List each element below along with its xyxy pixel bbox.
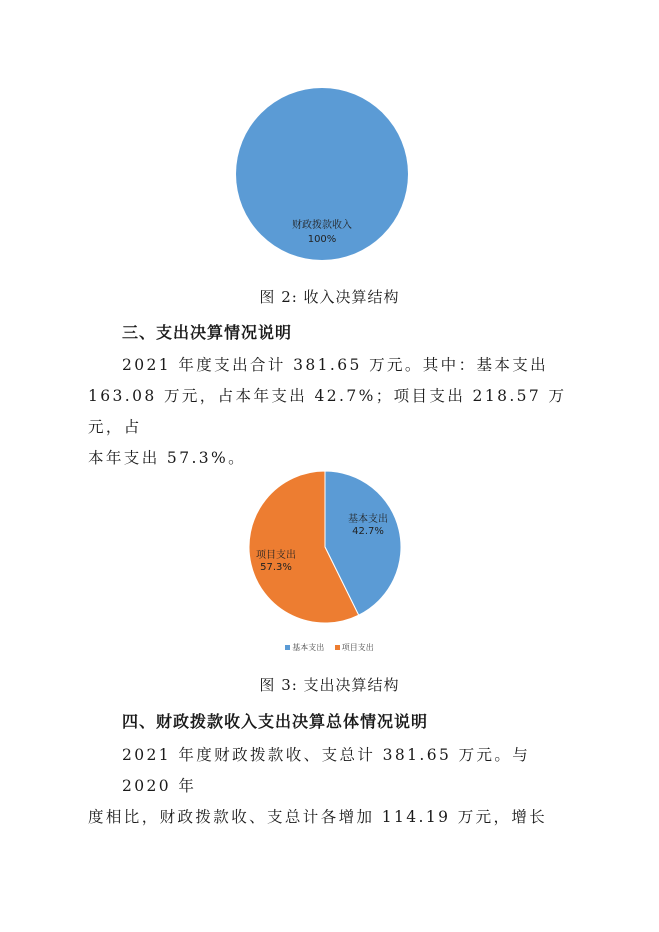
income-pie-chart [230,80,420,270]
pie-slice-label: 财政拨款收入 [292,220,352,231]
chart-legend [0,642,659,653]
pie-slice-percent: 100% [307,234,337,245]
pie-slice-label: 项目支出 [256,550,296,561]
pie-slice-label: 基本支出 [348,514,388,525]
legend-label: 项目支出 [341,643,374,652]
section-4-heading: 四、财政拨款收入支出决算总体情况说明 [122,712,429,731]
paragraph-line: 2021 年度支出合计 381.65 万元。其中：基本支出 [122,356,549,374]
figure-3-caption: 图 3: 支出决算结构 [259,676,400,694]
paragraph-line: 2021 年度财政拨款收、支总计 381.65 万元。与 2020 年 [122,746,531,795]
expenditure-pie-chart [240,462,410,632]
section-3-heading: 三、支出决算情况说明 [122,323,293,342]
legend-item [285,643,324,652]
legend-swatch-blue [285,645,290,650]
figure-2-caption: 图 2: 收入决算结构 [259,288,400,306]
pie-slice-percent: 42.7% [352,526,384,537]
pie-slice-percent: 57.3% [260,562,292,573]
legend-swatch-orange [335,645,340,650]
paragraph-line: 163.08 万元，占本年支出 42.7%；项目支出 218.57 万元，占 [88,387,567,436]
legend-label: 基本支出 [292,643,325,652]
paragraph-line: 本年支出 57.3%。 [88,449,247,467]
legend-item [335,643,374,652]
section-4-paragraph [88,740,578,833]
paragraph-line: 度相比，财政拨款收、支总计各增加 114.19 万元，增长 [88,808,548,826]
section-3-paragraph [88,350,578,474]
